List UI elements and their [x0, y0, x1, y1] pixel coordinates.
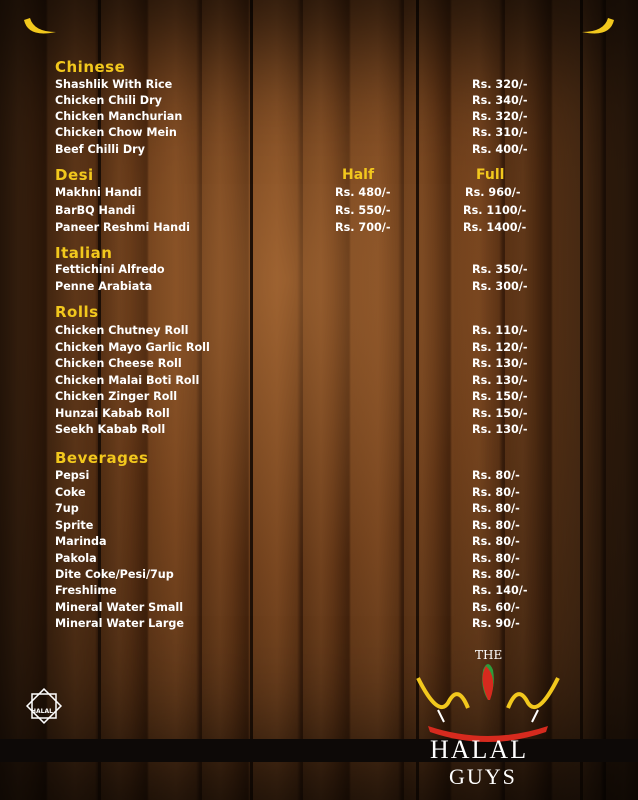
- item-name: Marinda: [55, 535, 107, 548]
- section-title-rolls: Rolls: [55, 303, 99, 321]
- menu-item: [55, 552, 575, 569]
- item-price: Rs. 120/-: [472, 341, 528, 354]
- item-name: Paneer Reshmi Handi: [55, 221, 190, 234]
- item-name: Chicken Zinger Roll: [55, 390, 178, 403]
- item-name: Chicken Chutney Roll: [55, 324, 189, 337]
- item-price: Rs. 130/-: [472, 423, 528, 436]
- item-name: Sprite: [55, 519, 94, 532]
- item-price: Rs. 320/-: [472, 78, 528, 91]
- banana-left-icon: [20, 14, 60, 42]
- item-name: Mineral Water Small: [55, 601, 184, 614]
- item-full-price: Rs. 960/-: [465, 186, 521, 199]
- menu-item: [55, 126, 575, 143]
- halal-star-icon: [24, 686, 64, 726]
- item-name: Chicken Mayo Garlic Roll: [55, 341, 210, 354]
- item-half-price: Rs. 700/-: [335, 221, 391, 234]
- item-price: Rs. 350/-: [472, 263, 528, 276]
- item-price: Rs. 90/-: [472, 617, 520, 630]
- item-price: Rs. 320/-: [472, 110, 528, 123]
- item-price: Rs. 80/-: [472, 486, 520, 499]
- menu-item: [55, 519, 575, 536]
- item-name: Seekh Kabab Roll: [55, 423, 166, 436]
- item-name: 7up: [55, 502, 79, 515]
- logo-guys: GUYS: [449, 764, 517, 789]
- section-title-chinese: Chinese: [55, 58, 126, 76]
- menu-item: [55, 110, 575, 127]
- menu-item: [55, 601, 575, 618]
- item-price: Rs. 300/-: [472, 280, 528, 293]
- menu-item: [55, 357, 575, 374]
- halal-badge-text: HALAL: [31, 708, 53, 715]
- item-price: Rs. 80/-: [472, 519, 520, 532]
- item-name: Chicken Chow Mein: [55, 126, 177, 139]
- item-name: BarBQ Handi: [55, 204, 136, 217]
- item-full-price: Rs. 1100/-: [463, 204, 527, 217]
- item-price: Rs. 80/-: [472, 535, 520, 548]
- item-name: Coke: [55, 486, 86, 499]
- menu-item: [55, 502, 575, 519]
- menu-item: [55, 584, 575, 601]
- menu-item: [55, 407, 575, 424]
- item-name: Penne Arabiata: [55, 280, 153, 293]
- menu-item: [55, 617, 575, 634]
- menu-item: [55, 374, 575, 391]
- half-column-header: Half: [342, 167, 375, 183]
- item-price: Rs. 130/-: [472, 357, 528, 370]
- item-half-price: Rs. 550/-: [335, 204, 391, 217]
- item-name: Makhni Handi: [55, 186, 142, 199]
- item-price: Rs. 150/-: [472, 390, 528, 403]
- menu-item: [55, 390, 575, 407]
- menu-item: [55, 186, 575, 203]
- item-name: Freshlime: [55, 584, 117, 597]
- item-name: Mineral Water Large: [55, 617, 184, 630]
- item-price: Rs. 140/-: [472, 584, 528, 597]
- item-name: Chicken Chili Dry: [55, 94, 162, 107]
- item-price: Rs. 110/-: [472, 324, 528, 337]
- item-price: Rs. 80/-: [472, 502, 520, 515]
- item-price: Rs. 400/-: [472, 143, 528, 156]
- menu-item: [55, 221, 575, 238]
- item-name: Dite Coke/Pesi/7up: [55, 568, 174, 581]
- item-name: Fettichini Alfredo: [55, 263, 165, 276]
- item-half-price: Rs. 480/-: [335, 186, 391, 199]
- item-name: Pepsi: [55, 469, 90, 482]
- item-name: Shashlik With Rice: [55, 78, 173, 91]
- menu-item: [55, 568, 575, 585]
- section-title-beverages: Beverages: [55, 449, 149, 467]
- item-name: Chicken Cheese Roll: [55, 357, 182, 370]
- item-name: Pakola: [55, 552, 97, 565]
- item-full-price: Rs. 1400/-: [463, 221, 527, 234]
- section-title-italian: Italian: [55, 244, 113, 262]
- menu-item: [55, 143, 575, 160]
- item-price: Rs. 310/-: [472, 126, 528, 139]
- logo-the: THE: [475, 648, 503, 662]
- menu-item: [55, 341, 575, 358]
- menu-item: [55, 535, 575, 552]
- item-name: Chicken Manchurian: [55, 110, 183, 123]
- menu-item: [55, 423, 575, 440]
- item-name: Hunzai Kabab Roll: [55, 407, 170, 420]
- item-price: Rs. 80/-: [472, 552, 520, 565]
- menu-item: [55, 280, 575, 297]
- item-price: Rs. 80/-: [472, 568, 520, 581]
- logo-halal: HALAL: [430, 735, 529, 764]
- menu-item: [55, 469, 575, 486]
- full-column-header: Full: [476, 167, 505, 183]
- item-price: Rs. 130/-: [472, 374, 528, 387]
- item-name: Chicken Malai Boti Roll: [55, 374, 200, 387]
- menu-item: [55, 324, 575, 341]
- section-title-desi: Desi: [55, 166, 94, 184]
- menu-item: [55, 204, 575, 221]
- menu-item: [55, 78, 575, 95]
- menu-item: [55, 94, 575, 111]
- item-price: Rs. 60/-: [472, 601, 520, 614]
- item-price: Rs. 340/-: [472, 94, 528, 107]
- item-price: Rs. 80/-: [472, 469, 520, 482]
- banana-right-icon: [578, 14, 618, 42]
- menu-item: [55, 486, 575, 503]
- item-price: Rs. 150/-: [472, 407, 528, 420]
- item-name: Beef Chilli Dry: [55, 143, 145, 156]
- menu-item: [55, 263, 575, 280]
